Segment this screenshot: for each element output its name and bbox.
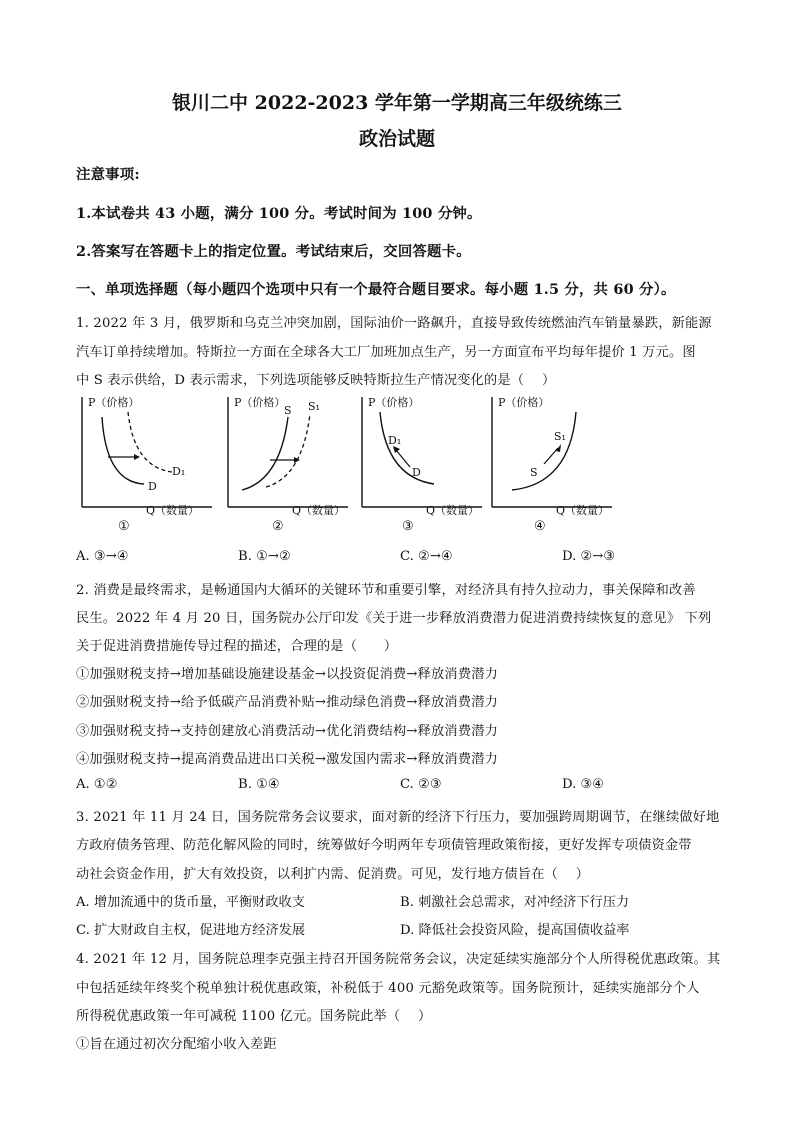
question-2-text: 关于促进消费措施传导过程的描述，合理的是（ ）	[76, 639, 398, 654]
question-1-text: 中 S 表示供给，D 表示需求，下列选项能够反映特斯拉生产情况变化的是（ ）	[76, 373, 556, 388]
q3-option-d: D. 降低社会投资风险，提高国债收益率	[400, 923, 630, 938]
exam-title: 银川二中 2022-2023 学年第一学期高三年级统练三	[172, 92, 622, 114]
question-1-text: 1. 2022 年 3 月，俄罗斯和乌克兰冲突加剧，国际油价一路飙升，直接导致传统燃油汽车销量暴跌，新能源	[76, 316, 712, 331]
curve-label: D₁	[388, 434, 402, 447]
question-2-text: 2. 消费是最终需求，是畅通国内大循环的关键环节和重要引擎，对经济具有持久拉动力，事关保障和改善	[76, 583, 696, 598]
question-4-text: 中包括延续年终奖个税单独计税优惠政策，补税低于 400 元豁免政策等。国务院预计，延续实施部分个人	[76, 981, 700, 996]
curve-label: D	[148, 480, 157, 493]
price-axis-label: P（价格）	[368, 396, 420, 409]
question-4-text: 所得税优惠政策一年可减税 1100 亿元。国务院此举（ ）	[76, 1009, 432, 1024]
supply-curve-s1	[266, 414, 310, 487]
quantity-axis-label: Q（数量）	[426, 504, 480, 517]
q1-option-c: C. ②→④	[400, 549, 453, 564]
section-heading: 一、单项选择题（每小题四个选项中只有一个最符合题目要求。每小题 1.5 分，共 60 分）。	[76, 281, 676, 298]
q3-option-c: C. 扩大财政自主权，促进地方经济发展	[76, 923, 306, 938]
notice-heading: 注意事项:	[76, 166, 140, 183]
q2-statement: ①加强财税支持→增加基础设施建设基金→以投资促消费→释放消费潜力	[76, 667, 498, 682]
curve-label: S₁	[308, 400, 320, 413]
quantity-axis-label: Q（数量）	[292, 504, 346, 517]
q3-option-b: B. 刺激社会总需求，对冲经济下行压力	[400, 895, 630, 910]
q2-option-a: A. ①②	[76, 777, 118, 792]
demand-curve-d	[102, 417, 144, 484]
question-3-text: 3. 2021 年 11 月 24 日，国务院常务会议要求，面对新的经济下行压力，要加强跨周期调节，在继续做好地	[76, 810, 720, 825]
q1-option-b: B. ①→②	[238, 549, 291, 564]
supply-curve	[512, 412, 576, 490]
quantity-axis-label: Q（数量）	[556, 504, 610, 517]
question-3-text: 方政府债务管理、防范化解风险的同时，统筹做好今明两年专项债管理政策衔接，更好发挥专项债资金带	[76, 838, 692, 853]
curve-label: S₁	[554, 430, 566, 443]
q2-option-c: C. ②③	[400, 777, 442, 792]
notice-item: 1.本试卷共 43 小题，满分 100 分。考试时间为 100 分钟。	[76, 205, 482, 222]
curve-label: S	[530, 466, 538, 479]
q2-option-b: B. ①④	[238, 777, 280, 792]
question-2-text: 民生。2022 年 4 月 20 日，国务院办公厅印发《关于进一步释放消费潜力促进消费持续恢复的意见》 下列	[76, 611, 712, 626]
q2-option-d: D. ③④	[562, 777, 605, 792]
demand-curve-d1	[128, 412, 172, 472]
demand-curve	[380, 412, 434, 484]
question-3-text: 动社会资金作用，扩大有效投资，以利扩内需、促消费。可见，发行地方债旨在（ ）	[76, 867, 590, 882]
exam-subtitle: 政治试题	[358, 128, 435, 150]
graph-1-number: ①	[118, 519, 130, 534]
q2-statement: ④加强财税支持→提高消费品进出口关税→激发国内需求→释放消费潜力	[76, 752, 498, 767]
question-1-text: 汽车订单持续增加。特斯拉一方面在全球各大工厂加班加点生产，另一方面宣布平均每年提价 1 万元。图	[76, 345, 696, 360]
price-axis-label: P（价格）	[88, 396, 140, 409]
q1-option-a: A. ③→④	[76, 549, 129, 564]
curve-label: D₁	[172, 465, 186, 478]
price-axis-label: P（价格）	[498, 396, 550, 409]
graph-3-number: ③	[402, 519, 414, 534]
q3-option-a: A. 增加流通中的货币量，平衡财政收支	[76, 895, 305, 910]
q4-statement: ①旨在通过初次分配缩小收入差距	[76, 1037, 277, 1052]
price-axis-label: P（价格）	[234, 396, 286, 409]
question-4-text: 4. 2021 年 12 月，国务院总理李克强主持召开国务院常务会议，决定延续实施部分个人所得税优惠政策。其	[76, 952, 721, 967]
curve-label: S	[284, 404, 292, 417]
q2-statement: ②加强财税支持→给予低碳产品消费补贴→推动绿色消费→释放消费潜力	[76, 695, 498, 710]
q2-statement: ③加强财税支持→支持创建放心消费活动→优化消费结构→释放消费潜力	[76, 724, 498, 739]
quantity-axis-label: Q（数量）	[146, 504, 200, 517]
q1-option-d: D. ②→③	[562, 549, 616, 564]
graph-4-number: ④	[534, 519, 546, 534]
graph-2-number: ②	[272, 519, 284, 534]
notice-item: 2.答案写在答题卡上的指定位置。考试结束后，交回答题卡。	[76, 243, 471, 260]
curve-label: D	[412, 466, 421, 479]
